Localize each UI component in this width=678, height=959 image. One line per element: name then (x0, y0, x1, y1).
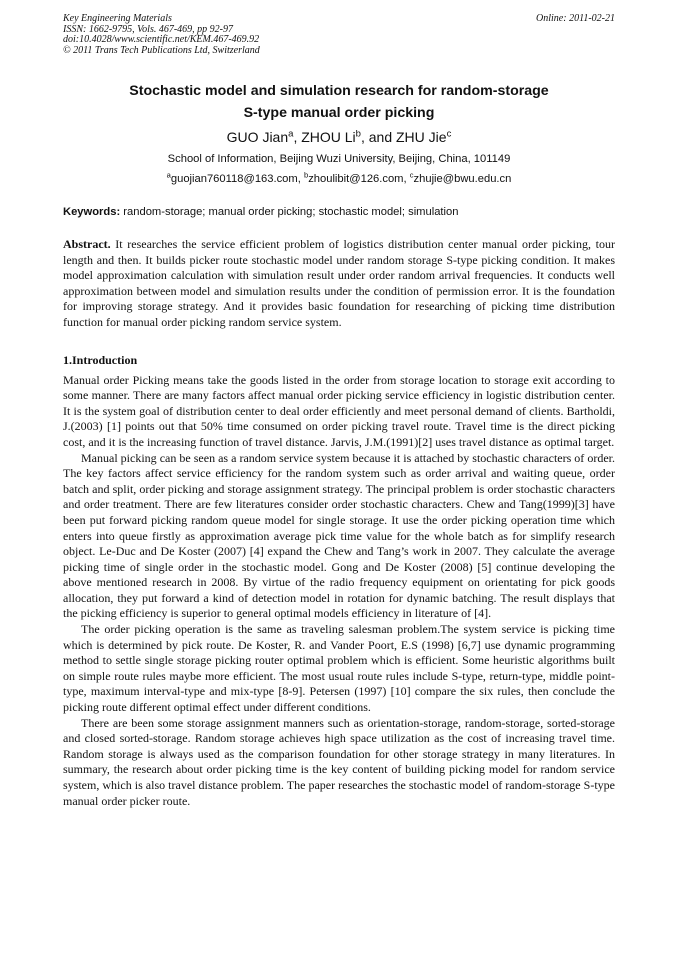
title-line-1: Stochastic model and simulation research for random-storage (129, 83, 549, 99)
email-separator: , (297, 173, 304, 185)
journal-info (63, 14, 260, 56)
author-mark: a (288, 128, 294, 140)
author-list (63, 127, 615, 147)
email-address: zhoulibit@126.com (308, 173, 404, 185)
body-paragraph: There are been some storage assignment manners such as orientation-storage, random-storage, sorted-storage and closed sorted-storage. Random storage achieves high space utilization as the cost of increasing travel time. Random storage is always used as the comparison foundation for other storage strategy in many literatures. In summary, the research about order picking time is the key content of building picking model for random service system, which is also travel distance problem. The paper researches the stochastic model of random-storage S-type manual order picker route. (63, 715, 615, 808)
abstract (63, 237, 615, 331)
abstract-text: It researches the service efficient problem of logistics distribution center manual order picking, tour length and then. It builds picker route stochastic model under random storage S-type picking condition. It makes model approximation calculation with simulation result under order random arrival frequencies. It conducts well approximation between model and simulation results under the condition of permission error. It is the foundation for improving storage strategy. And it provides basic foundation for researching of picking time distribution function for manual order picking random service system. (63, 237, 615, 329)
copyright-line: © 2011 Trans Tech Publications Ltd, Switzerland (63, 44, 260, 56)
author-name: ZHU Jie (396, 129, 447, 145)
keywords (63, 205, 615, 220)
email-mark: b (303, 170, 309, 180)
doi-line: doi:10.4028/www.scientific.net/KEM.467-469.92 (63, 34, 260, 45)
online-date: Online: 2011-02-21 (536, 13, 615, 24)
journal-name: Key Engineering Materials (63, 13, 172, 24)
email-separator: , (403, 173, 410, 185)
author-mark: b (355, 128, 361, 140)
title-line-2: S-type manual order picking (243, 105, 435, 121)
author-separator: , and (360, 129, 396, 145)
body-paragraph: Manual order Picking means take the goods listed in the order from storage location to storage exit according to some manner. There are many factors affect manual order picking service efficiency in logistic distribution center. It is the system goal of distribution center to deal order efficiently and meet personal demand of clients. Bartholdi, J.(2003) [1] points out that 50% time consumed on order picking travel route. Travel time is the direct picking cost, and it is the increasing function of travel distance. Jarvis, J.M.(1991)[2] uses travel distance as optimal target. (63, 372, 615, 449)
body-paragraph: The order picking operation is the same as traveling salesman problem.The system service is picking time which is determined by pick route. De Koster, R. and Vander Poort, E.S (1998) [6,7] use dynamic programming method to settle single storage picking router optimal problem which is efficient. Some heuristic algorithms built on simple route rules maybe more efficient. The most usual route rules include S-type, return-type, middle point-type, maximum interval-type and mix-type [8-9]. Petersen (1997) [10] compare the six rules, then conclude the picking route different optimal effect under different conditions. (63, 622, 615, 715)
affiliation: School of Information, Beijing Wuzi University, Beijing, China, 101149 (167, 153, 511, 165)
author-mark: c (446, 128, 452, 140)
author-separator: , (293, 129, 302, 145)
author-name: GUO Jian (226, 129, 289, 145)
body-paragraph: Manual picking can be seen as a random service system because it is attached by stochastic characters of order. The key factors affect service efficiency for the random system such as order arrival and waiting queue, order batch and split, order picking and storage assignment strategy. The principal problem is order stochastic characters and order treatment. There are few literatures consider order stochastic characters. Chew and Tang(1999)[3] have been put forward picking random queue model for single storage. It use the order picking operation time which enters into queue firstly as approximation average pick time value for the whole batch as for simplify research object. Le-Duc and De Koster (2007) [4] expand the Chew and Tang’s work in 2007. They calculate the average picking time of single order in the stochastic model. Gong and De Koster (2008) [5] continue developing the above mentioned research in 2008. By virtue of the radio frequency equipment on orientating for pick goods allocation, they put forward a kind of detection model in rotation for dynamic batching. The result displays that the picking efficiency is superior to general optimal models efficiency in literature of [4]. (63, 450, 615, 621)
issn-line: ISSN: 1662-9795, Vols. 467-469, pp 92-97 (63, 23, 233, 35)
paper-title (63, 80, 615, 124)
email-address: zhujie@bwu.edu.cn (413, 173, 512, 185)
email-list (63, 172, 615, 187)
email-address: guojian760118@163.com (170, 173, 298, 185)
section-heading: 1.Introduction (63, 352, 138, 367)
keywords-label: Keywords: (63, 206, 121, 218)
abstract-label: Abstract. (63, 237, 111, 251)
running-header (63, 14, 615, 56)
author-name: ZHOU Li (301, 129, 356, 145)
email-mark: c (409, 170, 414, 180)
email-mark: a (166, 170, 171, 180)
keywords-text: random-storage; manual order picking; stochastic model; simulation (120, 206, 459, 218)
